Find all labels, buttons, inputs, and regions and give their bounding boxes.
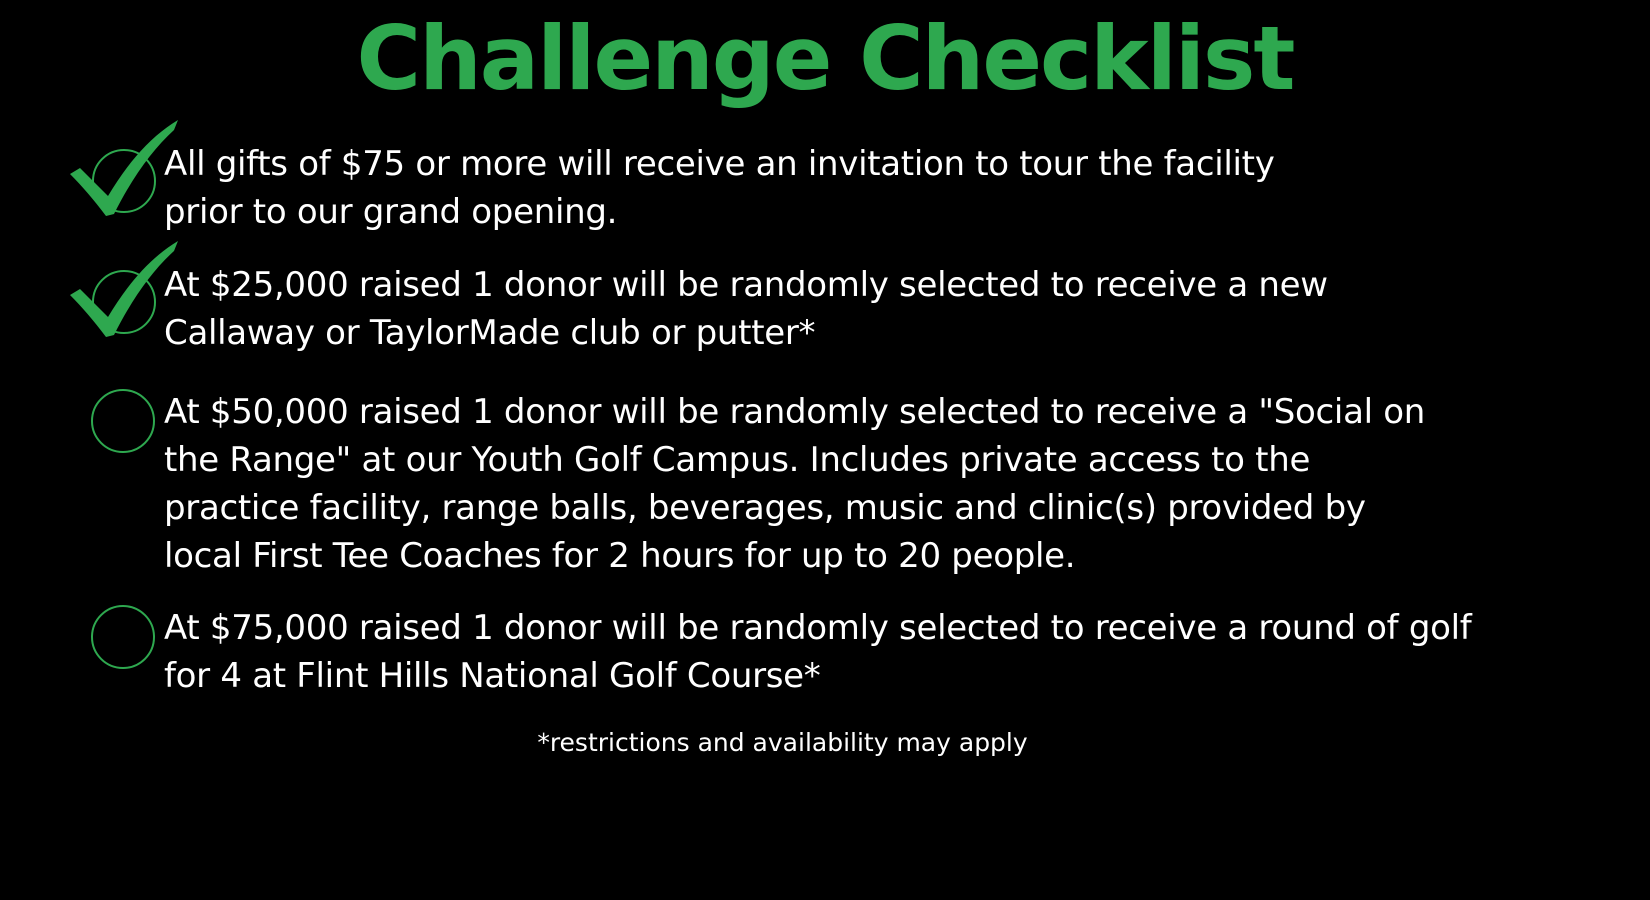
checklist-item-text: At $25,000 raised 1 donor will be randomly selected to receive a new Callaway or TaylorMade club or putter* xyxy=(164,265,1328,353)
checklist-item-text: At $50,000 raised 1 donor will be randomly selected to receive a "Social on the Range" at our Youth Golf Campus. Includes private access to the practice facility, range balls, beverages, music and clinic(s) provided by local First Tee Coaches for 2 hours for up to 20 people. xyxy=(164,392,1426,576)
checklist-item-text: All gifts of $75 or more will receive an invitation to tour the facility prior to our grand opening. xyxy=(164,144,1275,232)
page-title: Challenge Checklist xyxy=(356,7,1294,110)
checklist-item-text: At $75,000 raised 1 donor will be randomly selected to receive a round of golf for 4 at Flint Hills National Golf Course* xyxy=(164,608,1472,696)
footnote: *restrictions and availability may apply xyxy=(537,728,1028,757)
